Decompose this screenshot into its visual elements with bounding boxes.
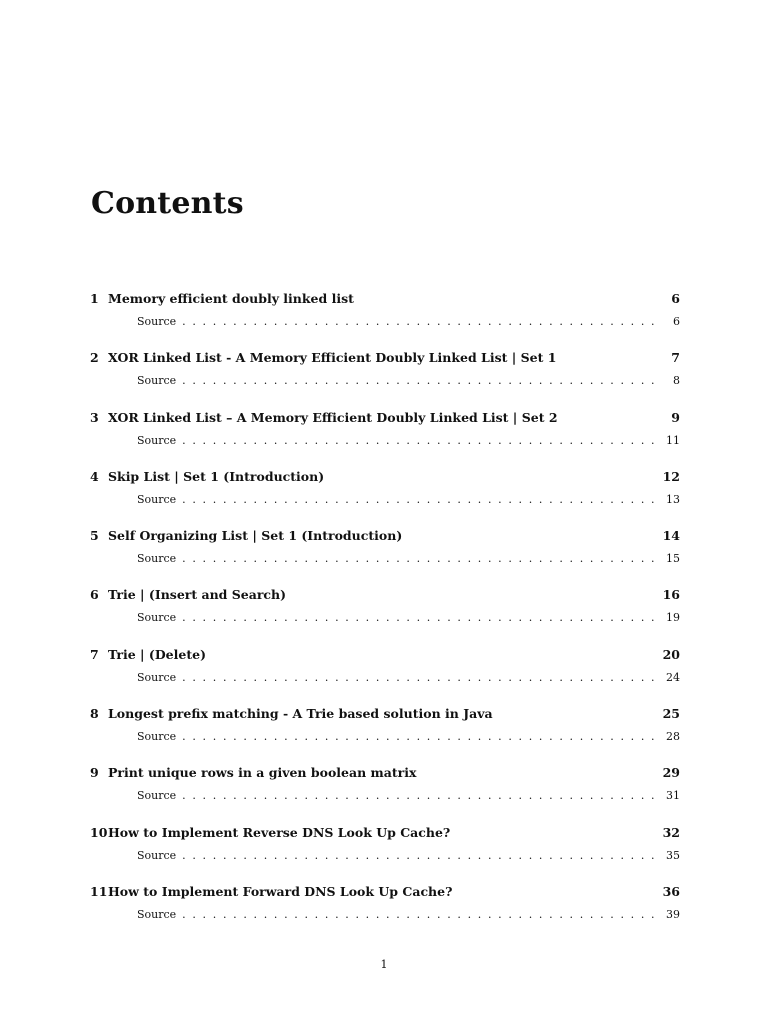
chapter-link[interactable]	[90, 884, 680, 902]
section-title: Source	[137, 315, 177, 328]
chapter-link[interactable]	[90, 825, 680, 843]
chapter-title: How to Implement Reverse DNS Look Up Cache?	[108, 824, 451, 840]
dot-leader	[182, 789, 658, 802]
chapter-page: 14	[662, 528, 680, 544]
dot-leader	[182, 671, 658, 684]
page-number: 1	[380, 958, 388, 971]
chapter-link[interactable]	[90, 706, 680, 724]
section-page: 19	[666, 611, 680, 625]
source-link[interactable]	[137, 671, 680, 687]
toc-entry	[90, 702, 680, 761]
chapter-page: 6	[671, 291, 680, 306]
dot-leader	[182, 493, 658, 506]
chapter-title: XOR Linked List – A Memory Efficient Doubly Linked List | Set 2	[108, 409, 558, 425]
section-page: 28	[666, 730, 680, 744]
chapter-number: 10	[90, 824, 108, 840]
dot-leader	[182, 374, 658, 387]
section-page: 6	[673, 315, 680, 328]
chapter-link[interactable]	[90, 647, 680, 665]
chapter-link[interactable]	[90, 765, 680, 783]
chapter-page: 9	[671, 409, 680, 425]
source-link[interactable]	[137, 849, 680, 865]
dot-leader	[182, 434, 658, 447]
section-title: Source	[137, 789, 177, 803]
toc-entry	[90, 406, 680, 465]
dot-leader	[182, 908, 658, 921]
chapter-title: Skip List | Set 1 (Introduction)	[108, 468, 325, 484]
dot-leader	[182, 552, 658, 565]
section-title: Source	[137, 374, 177, 388]
section-page: 31	[666, 789, 680, 803]
toc-entry	[90, 643, 680, 702]
section-page: 8	[673, 374, 680, 388]
toc-entry	[90, 524, 680, 583]
page-title: Contents	[91, 186, 244, 221]
source-link[interactable]	[137, 908, 680, 924]
toc-entry	[90, 583, 680, 642]
section-page: 15	[666, 552, 680, 566]
dot-leader	[182, 611, 658, 624]
chapter-number: 7	[90, 646, 99, 662]
chapter-link[interactable]	[90, 291, 680, 309]
section-title: Source	[137, 670, 177, 684]
chapter-number: 6	[90, 587, 99, 603]
toc-entry	[90, 761, 680, 820]
chapter-page: 29	[662, 765, 680, 781]
section-page: 24	[666, 670, 680, 684]
chapter-page: 36	[662, 883, 680, 899]
section-page: 11	[666, 433, 680, 447]
toc-entry	[90, 346, 680, 405]
chapter-link[interactable]	[90, 587, 680, 605]
chapter-title: Self Organizing List | Set 1 (Introduction)	[108, 528, 403, 544]
source-link[interactable]	[137, 315, 680, 331]
section-title: Source	[137, 907, 177, 921]
chapter-title: XOR Linked List - A Memory Efficient Doubly Linked List | Set 1	[108, 350, 557, 366]
source-link[interactable]	[137, 493, 680, 509]
chapter-link[interactable]	[90, 528, 680, 546]
chapter-title: Trie | (Insert and Search)	[108, 587, 287, 603]
chapter-page: 20	[662, 646, 680, 662]
chapter-link[interactable]	[90, 469, 680, 487]
chapter-number: 1	[90, 291, 99, 306]
dot-leader	[182, 730, 658, 743]
chapter-number: 8	[90, 706, 99, 722]
source-link[interactable]	[137, 552, 680, 568]
chapter-page: 32	[662, 824, 680, 840]
chapter-number: 3	[90, 409, 99, 425]
dot-leader	[182, 315, 658, 328]
chapter-title: Print unique rows in a given boolean matrix	[108, 765, 417, 781]
chapter-link[interactable]	[90, 410, 680, 428]
section-title: Source	[137, 552, 177, 566]
toc-entry	[90, 465, 680, 524]
toc-entry	[90, 821, 680, 880]
chapter-page: 16	[662, 587, 680, 603]
source-link[interactable]	[137, 434, 680, 450]
section-title: Source	[137, 848, 177, 862]
chapter-title: Memory efficient doubly linked list	[108, 291, 354, 306]
chapter-number: 4	[90, 468, 99, 484]
section-title: Source	[137, 730, 177, 744]
chapter-page: 7	[671, 350, 680, 366]
section-title: Source	[137, 611, 177, 625]
chapter-page: 12	[662, 468, 680, 484]
dot-leader	[182, 849, 658, 862]
section-title: Source	[137, 492, 177, 506]
source-link[interactable]	[137, 611, 680, 627]
section-page: 35	[666, 848, 680, 862]
chapter-number: 9	[90, 765, 99, 781]
source-link[interactable]	[137, 789, 680, 805]
chapter-title: Longest prefix matching - A Trie based solution in Java	[108, 706, 493, 722]
table-of-contents	[90, 287, 680, 939]
source-link[interactable]	[137, 730, 680, 746]
chapter-page: 25	[662, 706, 680, 722]
chapter-number: 5	[90, 528, 99, 544]
section-page: 13	[666, 492, 680, 506]
section-page: 39	[666, 907, 680, 921]
chapter-number: 2	[90, 350, 99, 366]
chapter-title: Trie | (Delete)	[108, 646, 206, 662]
chapter-number: 11	[90, 883, 108, 899]
toc-entry	[90, 287, 680, 346]
toc-entry	[90, 880, 680, 939]
section-title: Source	[137, 433, 177, 447]
chapter-link[interactable]	[90, 350, 680, 368]
chapter-title: How to Implement Forward DNS Look Up Cache?	[108, 883, 453, 899]
source-link[interactable]	[137, 374, 680, 390]
